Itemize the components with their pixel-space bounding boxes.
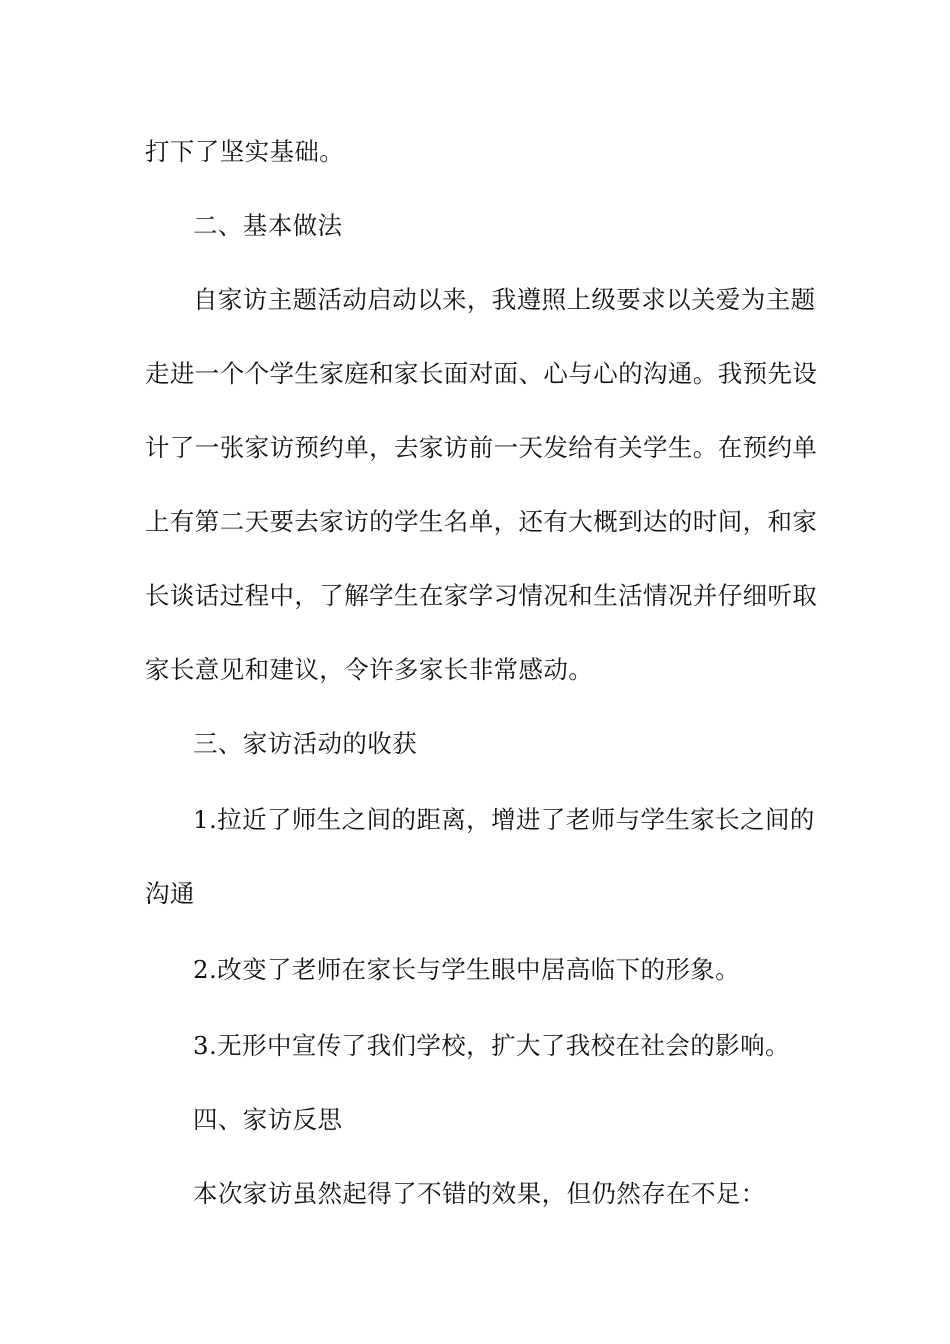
paragraph-line: 家长意见和建议，令许多家长非常感动。 xyxy=(145,655,594,684)
section-heading-basic-practice: 二、基本做法 xyxy=(193,211,343,240)
paragraph-line: 计了一张家访预约单，去家访前一天发给有关学生。在预约单 xyxy=(145,433,818,462)
paragraph-continuation: 打下了坚实基础。 xyxy=(145,137,345,166)
paragraph-line: 走进一个个学生家庭和家长面对面、心与心的沟通。我预先设 xyxy=(145,359,818,388)
paragraph-line: 长谈话过程中，了解学生在家学习情况和生活情况并仔细听取 xyxy=(145,581,818,610)
list-item-2: 2.改变了老师在家长与学生眼中居高临下的形象。 xyxy=(193,955,741,984)
section-heading-reflection: 四、家访反思 xyxy=(193,1105,343,1134)
paragraph-line: 上有第二天要去家访的学生名单，还有大概到达的时间，和家 xyxy=(145,507,818,536)
paragraph-line: 自家访主题活动启动以来，我遵照上级要求以关爱为主题 xyxy=(193,285,816,314)
list-item-1: 1.拉近了师生之间的距离，增进了老师与学生家长之间的 xyxy=(193,805,815,834)
section-heading-harvest: 三、家访活动的收获 xyxy=(193,729,418,758)
list-item-1-continuation: 沟通 xyxy=(145,879,195,908)
list-item-3: 3.无形中宣传了我们学校，扩大了我校在社会的影响。 xyxy=(193,1031,790,1060)
paragraph-line: 本次家访虽然起得了不错的效果，但仍然存在不足： xyxy=(193,1179,766,1208)
